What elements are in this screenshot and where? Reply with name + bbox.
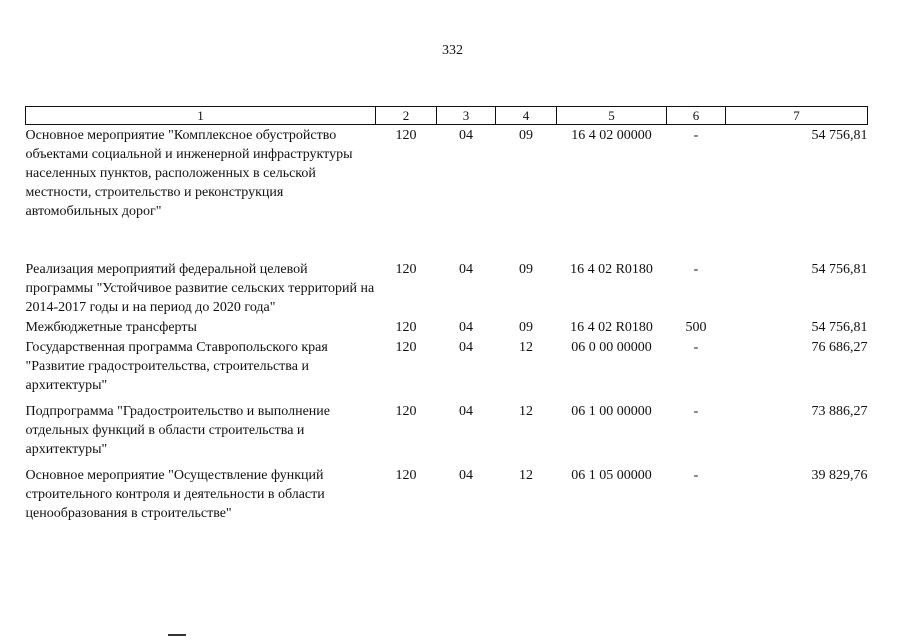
budget-table [25,106,868,523]
header-col-1: 1 [26,107,376,125]
header-col-4: 4 [496,107,557,125]
row-code-4: 12 [519,404,533,419]
row-code-6: - [693,262,699,277]
row-code-2: 120 [395,262,417,277]
row-code-5: 06 1 00 00000 [571,404,652,419]
row-code-6: - [693,340,699,355]
header-col-6: 6 [667,107,726,125]
row-code-2: 120 [395,340,417,355]
row-code-6: - [693,404,699,419]
row-amount: 73 886,27 [811,404,868,419]
row-code-3: 04 [459,340,473,355]
row-name: Основное мероприятие "Комплексное обустройство объектами социальной и инженерной инфраструктуры населенных пунктов, расположенных в сельской местности, строительство и реконструкция автомобильных дорог" [25,128,353,219]
row-name: Межбюджетные трансферты [25,320,197,335]
row-code-6: - [693,468,699,483]
row-code-4: 12 [519,340,533,355]
row-name: Подпрограмма "Градостроительство и выполнение отдельных функций в области строительства и архитектуры" [25,404,330,457]
row-code-3: 04 [459,404,473,419]
row-code-5: 06 1 05 00000 [571,468,652,483]
table-row [26,125,868,260]
row-name: Основное мероприятие "Осуществление функций строительного контроля и деятельности в области ценообразования в строительстве" [25,468,325,521]
row-code-6: - [693,128,699,143]
row-name: Реализация мероприятий федеральной целевой программы "Устойчивое развитие сельских территорий на 2014-2017 годы и на период до 2020 года" [25,262,375,315]
row-code-6: 500 [685,320,707,335]
header-col-7: 7 [726,107,868,125]
row-amount: 39 829,76 [811,468,868,483]
row-amount: 54 756,81 [811,262,868,277]
row-amount: 54 756,81 [811,320,868,335]
header-col-3: 3 [437,107,496,125]
row-amount: 76 686,27 [811,340,868,355]
row-code-5: 16 4 02 00000 [571,128,652,143]
table-row [26,337,868,401]
row-code-2: 120 [395,320,417,335]
scan-mark [168,634,186,636]
row-code-5: 16 4 02 R0180 [570,262,653,277]
row-code-4: 09 [519,128,533,143]
row-code-2: 120 [395,404,417,419]
row-code-5: 06 0 00 00000 [571,340,652,355]
row-amount: 54 756,81 [811,128,868,143]
row-code-3: 04 [459,320,473,335]
row-name: Государственная программа Ставропольского края "Развитие градостроительства, строительства и архитектуры" [25,340,328,393]
row-code-3: 04 [459,128,473,143]
table-row [26,317,868,337]
page-number: 332 [442,43,463,58]
row-code-3: 04 [459,262,473,277]
table-row [26,259,868,317]
row-code-4: 09 [519,262,533,277]
header-col-5: 5 [557,107,667,125]
row-code-5: 16 4 02 R0180 [570,320,653,335]
row-code-3: 04 [459,468,473,483]
row-code-2: 120 [395,128,417,143]
row-code-4: 09 [519,320,533,335]
table-row [26,401,868,465]
row-code-4: 12 [519,468,533,483]
row-code-2: 120 [395,468,417,483]
table-row [26,465,868,523]
header-row [26,107,868,125]
header-col-2: 2 [376,107,437,125]
